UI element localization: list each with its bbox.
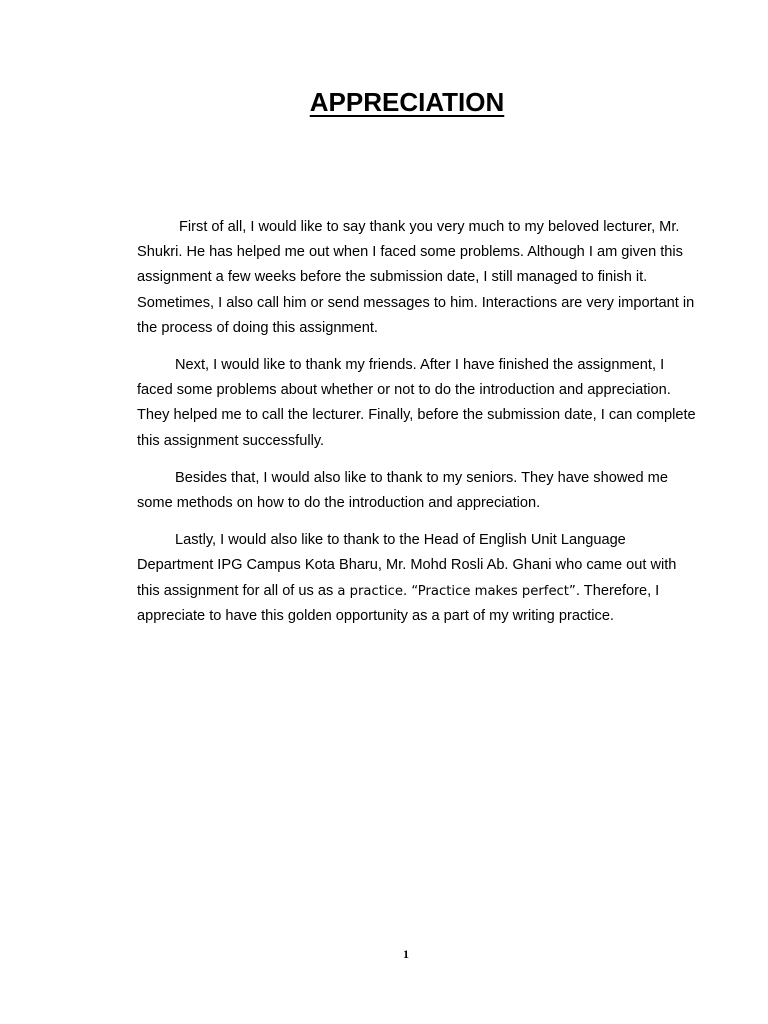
paragraph-4-text-before: Lastly, I would also like to thank to the Head of English Unit Language Department IPG Campus Kota Bharu, Mr. Mohd Rosli Ab. Ghani who came out with this assignment for all of us as [137,532,677,599]
document-body [137,215,697,641]
paragraph-3: Besides that, I would also like to thank to my seniors. They have showed me some methods on how to do the introduction and appreciation. [137,469,668,512]
paragraph-2: Next, I would like to thank my friends. After I have finished the assignment, I faced some problems about whether or not to do the introduction and appreciation. They helped me to call the lecturer. Finally, before the submission date, I can complete this assignment successfully. [137,357,696,449]
page-title: APPRECIATION [309,87,505,117]
paragraph-4-text-after: Therefore, I appreciate to have this golden opportunity as a part of my writing practice. [137,582,660,624]
paragraph-4 [137,528,697,629]
paragraph-1: First of all, I would like to say thank you very much to my beloved lecturer, Mr. Shukri. He has helped me out when I faced some problems. Although I am given this assignment a few weeks before the submission date, I still managed to finish it. Sometimes, I also call him or send messages to him. Interactions are very important in the process of doing this assignment. [137,219,695,336]
page-number: 1 [403,947,409,961]
paragraph-4-quote: a practice. “Practice makes perfect”. [337,583,581,599]
